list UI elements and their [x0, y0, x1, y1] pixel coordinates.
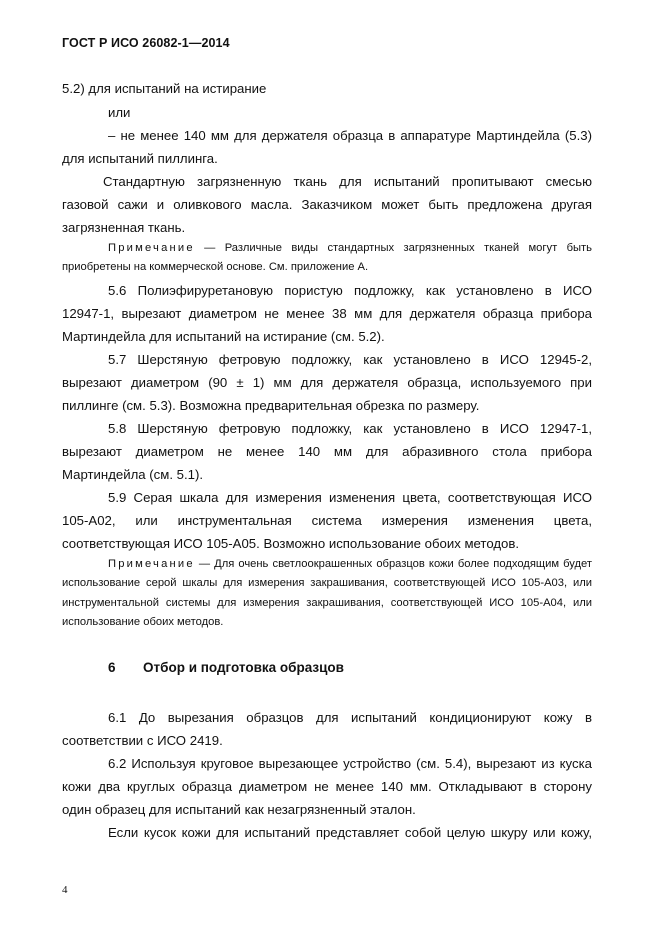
note-line: инструментальной системы для измерения закрашивания, соответствующей ИСО 105-А04, или: [62, 597, 592, 609]
section-number: 6: [108, 660, 116, 675]
paragraph-line: пиллинге (см. 5.3). Возможна предварительная обрезка по размеру.: [62, 398, 480, 413]
note-text: — Различные виды стандартных загрязненных тканей могут быть: [194, 242, 592, 254]
paragraph-line: 5.9 Серая шкала для измерения изменения цвета, соответствующая ИСО: [108, 490, 592, 505]
paragraph-line: кожи два круглых образца диаметром не менее 140 мм. Откладывают в сторону: [62, 779, 592, 794]
section-title: Отбор и подготовка образцов: [143, 660, 344, 675]
note-label: Примечание: [108, 558, 195, 570]
paragraph-line: соответствии с ИСО 2419.: [62, 733, 223, 748]
paragraph-line: один образец для испытаний как незагрязненный эталон.: [62, 802, 416, 817]
document-header: ГОСТ Р ИСО 26082-1—2014: [62, 36, 230, 50]
paragraph-line: соответствующая ИСО 105-А05. Возможно использование обоих методов.: [62, 536, 520, 551]
text-line: 5.2) для испытаний на истирание: [62, 81, 267, 96]
paragraph-line: вырезают диаметром не менее 140 мм для абразивного стола прибора: [62, 444, 592, 459]
text-line: газовой сажи и оливкового масла. Заказчиком может быть предложена другая: [62, 197, 592, 212]
paragraph-line: 105-А02, или инструментальная система измерения изменения цвета,: [62, 513, 592, 528]
paragraph-line: 6.1 До вырезания образцов для испытаний кондиционируют кожу в: [108, 710, 592, 725]
page-number: 4: [62, 884, 68, 896]
text-line: – не менее 140 мм для держателя образца в аппаратуре Мартиндейла (5.3): [108, 128, 592, 143]
note-label: Примечание: [108, 242, 195, 254]
paragraph-line: 12947-1, вырезают диаметром не менее 38 мм для держателя образца прибора: [62, 306, 592, 321]
text-line: для испытаний пиллинга.: [62, 151, 218, 166]
note-line: [108, 559, 592, 570]
paragraph-line: вырезают диаметром (90 ± 1) мм для держателя образца, используемого при: [62, 375, 592, 390]
paragraph-line: 6.2 Используя круговое вырезающее устройство (см. 5.4), вырезают из куска: [108, 756, 592, 771]
paragraph-line: 5.6 Полиэфируретановую пористую подложку, как установлено в ИСО: [108, 283, 592, 298]
note-line: использование серой шкалы для измерения закрашивания, соответствующей ИСО 105-А03, или: [62, 577, 592, 589]
paragraph-line: 5.7 Шерстяную фетровую подложку, как установлено в ИСО 12945-2,: [108, 352, 592, 367]
note-line: использование обоих методов.: [62, 616, 224, 628]
paragraph-line: Если кусок кожи для испытаний представляет собой целую шкуру или кожу,: [108, 825, 592, 840]
paragraph-line: Мартиндейла (см. 5.1).: [62, 467, 204, 482]
note-line: приобретены на коммерческой основе. См. приложение А.: [62, 261, 369, 273]
paragraph-line: 5.8 Шерстяную фетровую подложку, как установлено в ИСО 12947-1,: [108, 421, 592, 436]
text-line: или: [108, 105, 131, 120]
text-line: загрязненная ткань.: [62, 220, 186, 235]
note-line: [108, 243, 592, 254]
text-line: Стандартную загрязненную ткань для испытаний пропитывают смесью: [103, 174, 592, 189]
paragraph-line: Мартиндейла для испытаний на истирание (см. 5.2).: [62, 329, 385, 344]
note-text: — Для очень светлоокрашенных образцов кожи более подходящим будет: [194, 558, 592, 570]
